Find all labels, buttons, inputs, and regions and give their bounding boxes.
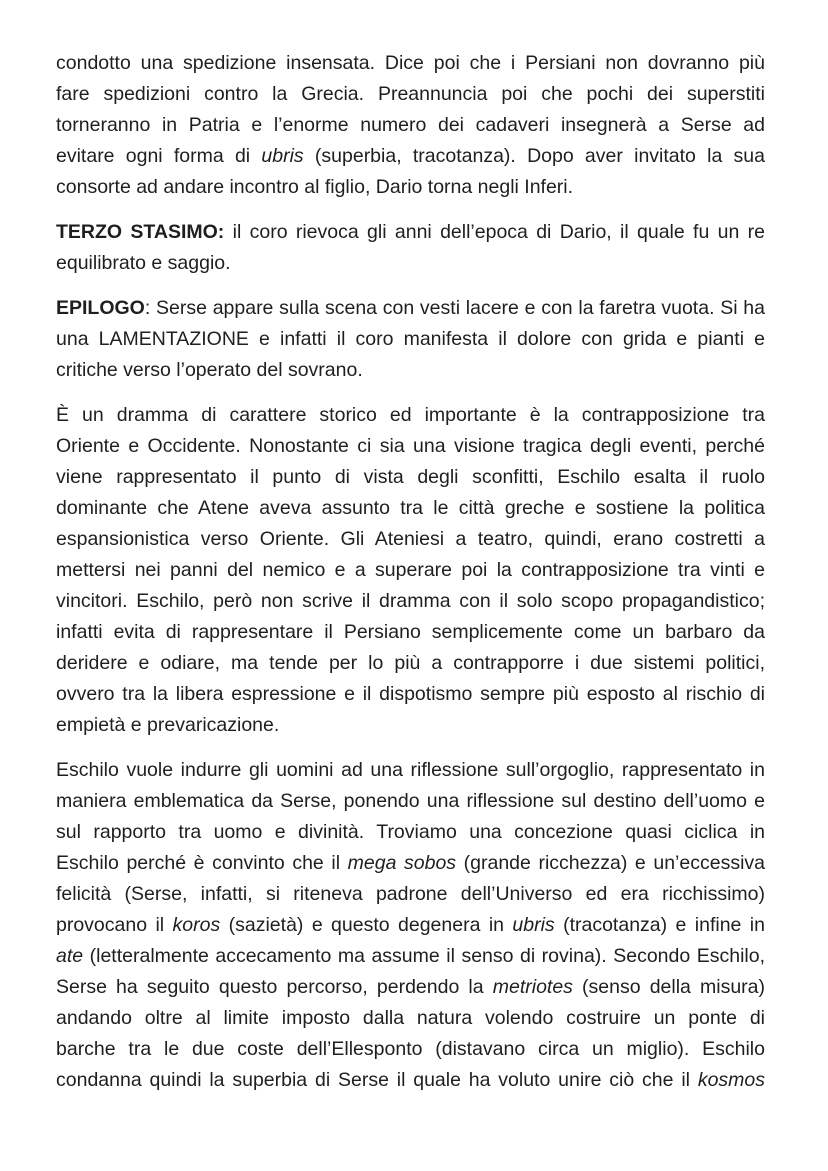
text-segment: evitare ogni forma di bbox=[56, 145, 262, 167]
text-line bbox=[56, 48, 765, 79]
text-line bbox=[56, 941, 765, 972]
text-segment: : Serse appare sulla scena con vesti lacere e con la faretra vuota. Si ha bbox=[144, 297, 765, 319]
text-segment: (grande ricchezza) e un’eccessiva bbox=[456, 852, 765, 874]
text-line bbox=[56, 462, 765, 493]
text-line bbox=[56, 879, 765, 910]
text-segment: critiche verso l’operato del sovrano. bbox=[56, 359, 363, 381]
text-segment: consorte ad andare incontro al figlio, Dario torna negli Inferi. bbox=[56, 176, 574, 198]
text-segment: dominante che Atene aveva assunto tra le città greche e sostiene la politica bbox=[56, 497, 765, 519]
text-segment: una LAMENTAZIONE e infatti il coro manifesta il dolore con grida e pianti e bbox=[56, 328, 765, 350]
text-segment: felicità (Serse, infatti, si riteneva padrone dell’Universo ed era ricchissimo) bbox=[56, 883, 765, 905]
text-line bbox=[56, 1034, 765, 1065]
text-line bbox=[56, 1003, 765, 1034]
text-segment: sul rapporto tra uomo e divinità. Troviamo una concezione quasi ciclica in bbox=[56, 821, 765, 843]
text-line bbox=[56, 910, 765, 941]
text-segment: equilibrato e saggio. bbox=[56, 252, 231, 274]
text-line bbox=[56, 817, 765, 848]
text-segment: ovvero tra la libera espressione e il dispotismo sempre più esposto al rischio di bbox=[56, 683, 765, 705]
text-segment: Serse ha seguito questo percorso, perdendo la bbox=[56, 976, 493, 998]
text-line bbox=[56, 617, 765, 648]
text-line bbox=[56, 79, 765, 110]
text-line bbox=[56, 555, 765, 586]
text-segment: provocano il bbox=[56, 914, 173, 936]
text-segment-bold: TERZO STASIMO: bbox=[56, 221, 225, 243]
text-segment: (senso della misura) bbox=[572, 976, 766, 998]
text-segment: vincitori. Eschilo, però non scrive il dramma con il solo scopo propagandistico; bbox=[56, 590, 765, 612]
text-line bbox=[56, 355, 765, 386]
text-segment: empietà e prevaricazione. bbox=[56, 714, 280, 736]
text-segment: espansionistica verso Oriente. Gli Ateniesi a teatro, quindi, erano costretti a bbox=[56, 528, 765, 550]
text-segment: Oriente e Occidente. Nonostante ci sia una visione tragica degli eventi, perché bbox=[56, 435, 765, 457]
text-line bbox=[56, 786, 765, 817]
text-segment: deridere e odiare, ma tende per lo più a contrapporre i due sistemi politici, bbox=[56, 652, 765, 674]
text-segment: condotto una spedizione insensata. Dice poi che i Persiani non dovranno più bbox=[56, 52, 765, 74]
text-line bbox=[56, 431, 765, 462]
paragraph-dario-prophecy bbox=[56, 48, 765, 203]
text-segment: torneranno in Patria e l’enorme numero dei cadaveri insegnerà a Serse ad bbox=[56, 114, 765, 136]
text-segment: infatti evita di rappresentare il Persiano semplicemente come un barbaro da bbox=[56, 621, 765, 643]
text-line bbox=[56, 400, 765, 431]
document-body bbox=[56, 48, 765, 1110]
text-line bbox=[56, 848, 765, 879]
text-segment-italic: ubris bbox=[261, 145, 304, 167]
text-line bbox=[56, 293, 765, 324]
text-segment-italic: mega sobos bbox=[347, 852, 457, 874]
text-line bbox=[56, 524, 765, 555]
text-segment: (sazietà) e questo degenera in bbox=[220, 914, 513, 936]
text-segment: fare spedizioni contro la Grecia. Preannuncia poi che pochi dei superstiti bbox=[56, 83, 765, 105]
text-segment: (tracotanza) e infine in bbox=[554, 914, 765, 936]
text-segment: viene rappresentato il punto di vista degli sconfitti, Eschilo esalta il ruolo bbox=[56, 466, 765, 488]
text-segment: andando oltre al limite imposto dalla natura volendo costruire un ponte di bbox=[56, 1007, 765, 1029]
text-segment-italic: kosmos bbox=[697, 1069, 765, 1091]
text-segment: mettersi nei panni del nemico e a superare poi la contrapposizione tra vinti e bbox=[56, 559, 765, 581]
text-line bbox=[56, 1065, 765, 1096]
text-line bbox=[56, 217, 765, 248]
paragraph-terzo-stasimo bbox=[56, 217, 765, 279]
text-line bbox=[56, 648, 765, 679]
text-segment: È un dramma di carattere storico ed importante è la contrapposizione tra bbox=[56, 404, 765, 426]
text-segment-italic: koros bbox=[172, 914, 221, 936]
text-segment: (superbia, tracotanza). Dopo aver invitato la sua bbox=[303, 145, 765, 167]
text-segment: Eschilo perché è convinto che il bbox=[56, 852, 348, 874]
text-line bbox=[56, 248, 765, 279]
text-line bbox=[56, 755, 765, 786]
text-segment: il coro rievoca gli anni dell’epoca di Dario, il quale fu un re bbox=[224, 221, 765, 243]
text-segment: barche tra le due coste dell’Ellesponto (distavano circa un miglio). Eschilo bbox=[56, 1038, 765, 1060]
text-segment: (letteralmente accecamento ma assume il senso di rovina). Secondo Eschilo, bbox=[83, 945, 765, 967]
paragraph-riflessione-orgoglio bbox=[56, 755, 765, 1096]
text-line bbox=[56, 586, 765, 617]
text-segment-bold: EPILOGO bbox=[56, 297, 145, 319]
paragraph-oriente-occidente bbox=[56, 400, 765, 741]
text-segment-italic: metriotes bbox=[492, 976, 573, 998]
text-segment: maniera emblematica da Serse, ponendo una riflessione sul destino dell’uomo e bbox=[56, 790, 765, 812]
text-line bbox=[56, 110, 765, 141]
text-segment: Eschilo vuole indurre gli uomini ad una riflessione sull’orgoglio, rappresentato in bbox=[56, 759, 765, 781]
text-line bbox=[56, 141, 765, 172]
text-line bbox=[56, 710, 765, 741]
text-segment-italic: ubris bbox=[512, 914, 555, 936]
text-line bbox=[56, 972, 765, 1003]
text-segment: condanna quindi la superbia di Serse il quale ha voluto unire ciò che il bbox=[56, 1069, 698, 1091]
text-line bbox=[56, 493, 765, 524]
text-line bbox=[56, 679, 765, 710]
text-line bbox=[56, 172, 765, 203]
text-line bbox=[56, 324, 765, 355]
text-segment-italic: ate bbox=[56, 945, 84, 967]
paragraph-epilogo bbox=[56, 293, 765, 386]
